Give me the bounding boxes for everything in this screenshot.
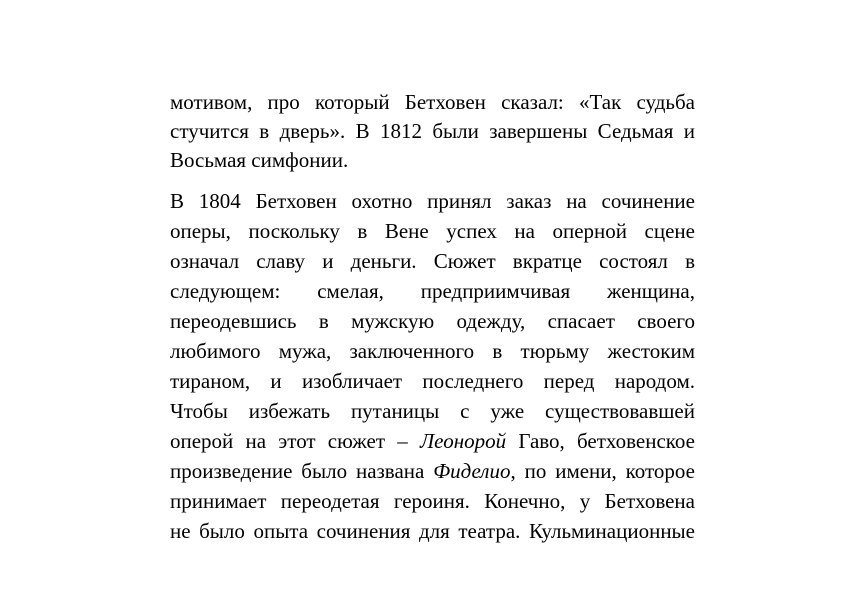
paragraph-2-line-5: переодевшись в мужскую одежду, спасает своего <box>170 309 695 333</box>
line-10-text-before: произведение было названа <box>170 459 434 483</box>
line-9-italic-title: Леонорой <box>419 429 507 453</box>
line-9-text-after: Гаво, бетховенское <box>506 429 695 453</box>
paragraph-2-line-8: Чтобы избежать путаницы с уже существовавшей <box>170 399 695 423</box>
paragraph-1-line-1: мотивом, про который Бетховен сказал: «Так судьба <box>170 90 695 114</box>
paragraph-2-line-4: следующем: смелая, предприимчивая женщина, <box>170 279 695 303</box>
paragraph-2-line-6: любимого мужа, заключенного в тюрьму жестоким <box>170 339 695 363</box>
paragraph-2-line-12: не было опыта сочинения для театра. Кульминационные <box>170 519 695 543</box>
paragraph-2-line-9 <box>170 426 695 456</box>
paragraph-1-line-3: Восьмая симфонии. <box>170 148 349 172</box>
paragraph-2-line-1: В 1804 Бетховен охотно принял заказ на сочинение <box>170 189 695 213</box>
line-10-text-after: , по имени, которое <box>510 459 696 483</box>
line-9-text-before: оперой на этот сюжет – <box>170 429 420 453</box>
paragraph-2-line-11: принимает переодетая героиня. Конечно, у Бетховена <box>170 489 695 513</box>
line-10-italic-title: Фиделио <box>433 459 511 483</box>
paragraph-2-line-10 <box>170 456 695 486</box>
paragraph-1-line-2: стучится в дверь». В 1812 были завершены Седьмая и <box>170 119 695 143</box>
paragraph-2-line-3: означал славу и деньги. Сюжет вкратце состоял в <box>170 249 695 273</box>
paragraph-2-line-7: тираном, и изобличает последнего перед народом. <box>170 369 695 393</box>
paragraph-2-line-2: оперы, поскольку в Вене успех на оперной сцене <box>170 219 695 243</box>
